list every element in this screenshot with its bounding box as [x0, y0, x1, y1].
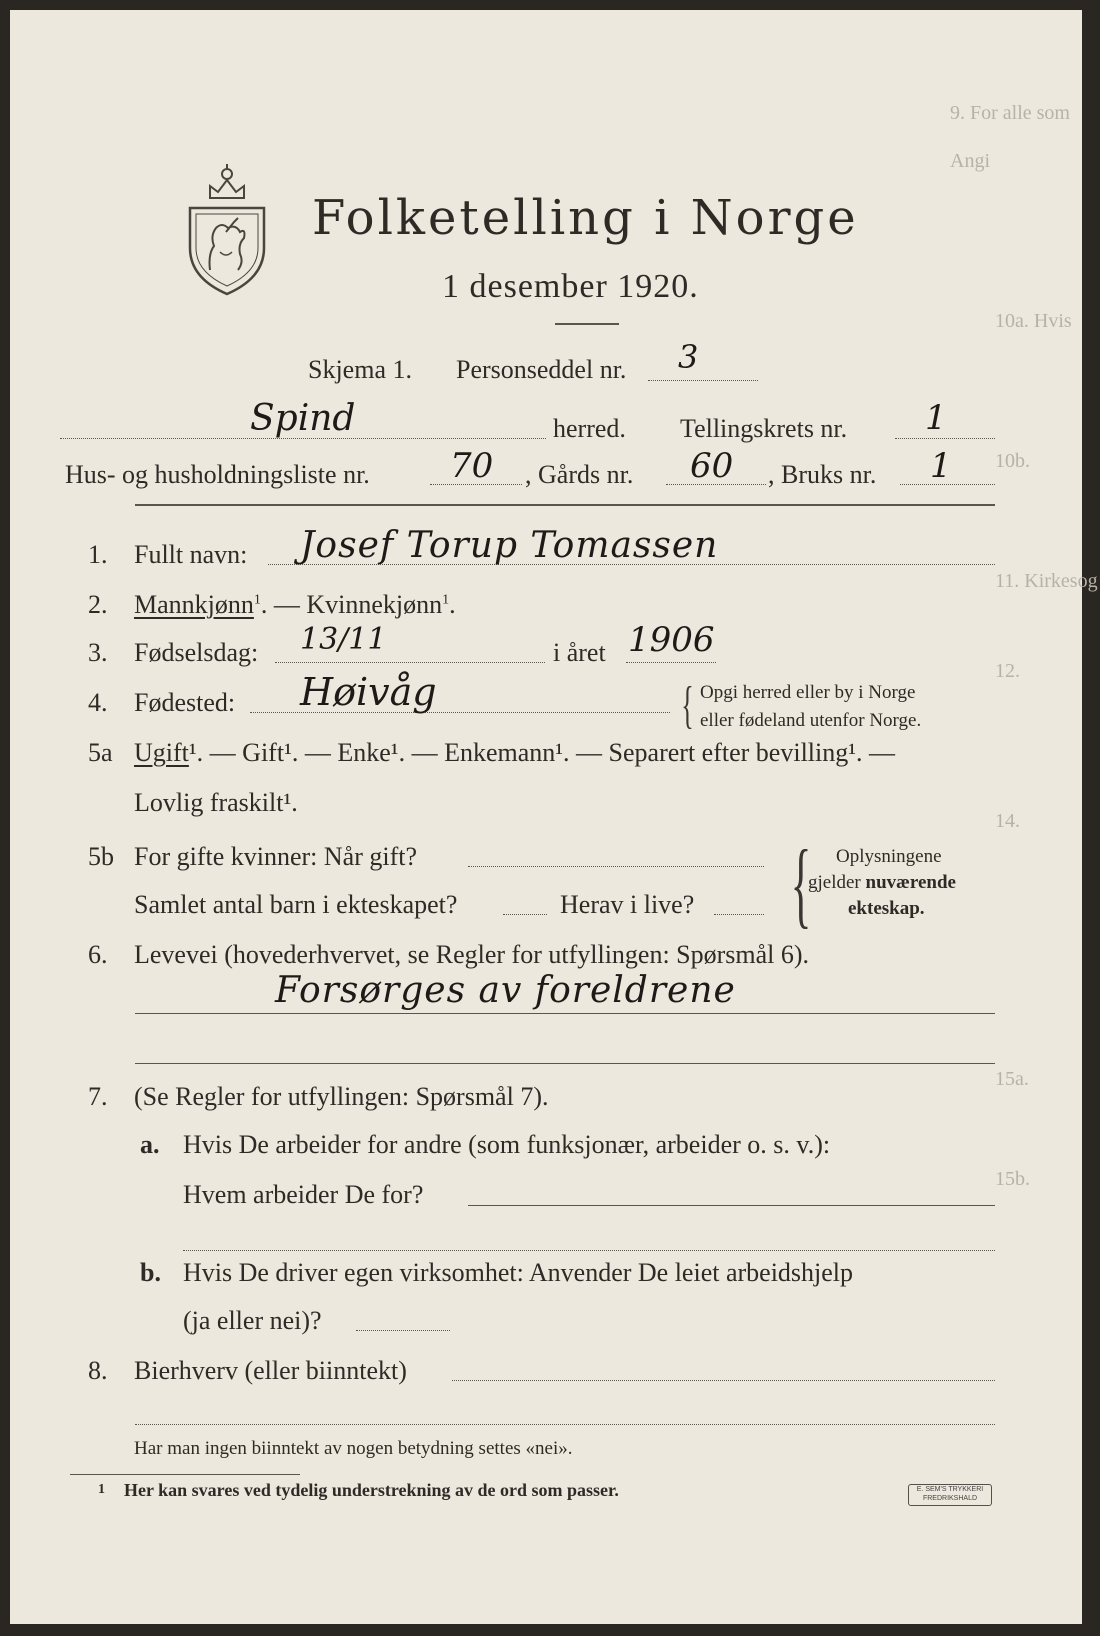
q5b-alive-field — [714, 914, 764, 915]
q7a-field — [468, 1205, 995, 1206]
title-divider — [555, 323, 619, 325]
tellingskrets-label: Tellingskrets nr. — [680, 414, 848, 443]
q2-option-mann: Mannkjønn — [134, 590, 254, 619]
q6-answer-line2 — [135, 1063, 995, 1064]
footnote-divider — [70, 1474, 300, 1475]
q5b-when-field — [468, 866, 764, 867]
q7b-field — [356, 1330, 450, 1331]
bleed-through-text: 15a. — [995, 1068, 1029, 1090]
tellingskrets-value: 1 — [925, 398, 947, 438]
q5b-note-line1: Oplysningene — [836, 846, 942, 867]
footnote-text: Her kan svares ved tydelig understrekning av de ord som passer. — [124, 1480, 619, 1500]
q3-year-field — [626, 662, 716, 663]
q8-field — [452, 1380, 995, 1381]
tellingskrets-field — [895, 438, 995, 439]
q4-birthplace-value: Høivåg — [300, 670, 437, 714]
q5b-line1: For gifte kvinner: Når gift? — [134, 842, 418, 871]
q4-note-line1: Opgi herred eller by i Norge — [700, 682, 916, 703]
q3-year-label: i året — [553, 638, 606, 667]
q5a-line2: Lovlig fraskilt¹. — [134, 788, 298, 817]
census-form-page — [10, 10, 1098, 1624]
q4-label: Fødested: — [134, 688, 236, 717]
q4-brace: { — [681, 677, 694, 734]
schema-label: Skjema 1. — [308, 355, 412, 384]
q7a-extra-field — [183, 1250, 995, 1251]
gards-label: , Gårds nr. — [525, 460, 634, 489]
q3-number: 3. — [88, 638, 108, 667]
q2-end: . — [449, 590, 456, 619]
q7b-line2: (ja eller nei)? — [183, 1306, 322, 1335]
q5b-number: 5b — [88, 842, 114, 871]
q6-occupation-value: Forsørges av foreldrene — [275, 970, 736, 1011]
header-separator — [135, 504, 995, 506]
bruks-value: 1 — [930, 446, 952, 486]
printer-stamp-line2: FREDRIKSHALD — [922, 1495, 978, 1502]
footnote-mark: 1 — [98, 1482, 105, 1497]
q5b-note-line2a: gjelder — [808, 872, 866, 893]
bleed-through-text: 12. — [995, 660, 1020, 682]
printer-stamp — [908, 1484, 992, 1506]
q5a-option-ugift: Ugift — [134, 738, 189, 767]
q5b-note-line2b: nuværende — [865, 872, 956, 893]
bleed-through-text: 10b. — [995, 450, 1030, 472]
herred-value: Spind — [250, 398, 356, 439]
q3-year-value: 1906 — [628, 620, 715, 660]
q5b-line2: Samlet antal barn i ekteskapet? — [134, 890, 458, 919]
gards-value: 60 — [690, 446, 734, 486]
census-date: 1 desember 1920. — [442, 268, 699, 305]
form-title: Folketelling i Norge — [312, 190, 859, 246]
q4-note-line2: eller fødeland utenfor Norge. — [700, 710, 922, 731]
q7b-letter: b. — [140, 1258, 161, 1287]
q5b-herav-label: Herav i live? — [560, 890, 695, 919]
q2-option-kvinne: Kvinnekjønn — [306, 590, 443, 619]
q7a-line2: Hvem arbeider De for? — [183, 1180, 424, 1209]
q3-day-value: 13/11 — [300, 622, 387, 657]
q3-label: Fødselsdag: — [134, 638, 259, 667]
herred-label: herred. — [553, 414, 626, 443]
q7a-letter: a. — [140, 1130, 160, 1159]
q5b-brace: { — [790, 830, 812, 937]
q7-label: (Se Regler for utfyllingen: Spørsmål 7). — [134, 1082, 549, 1111]
q5a-other-options: ¹. — Gift¹. — Enke¹. — Enkemann¹. — Separert efter bevilling¹. — — [188, 738, 896, 767]
personseddel-field — [648, 380, 758, 381]
q1-label: Fullt navn: — [134, 540, 248, 569]
q1-fullname-value: Josef Torup Tomassen — [300, 525, 719, 566]
q5b-note-line3: ekteskap. — [848, 898, 925, 919]
q2-sex-options — [134, 590, 456, 620]
q6-answer-line1 — [135, 1013, 995, 1014]
bleed-through-text: 10a. Hvis — [995, 310, 1072, 332]
husholdning-label: Hus- og husholdningsliste nr. — [65, 460, 370, 489]
q8-label: Bierhverv (eller biinntekt) — [134, 1356, 407, 1385]
printer-stamp-line1: E. SEM'S TRYKKERI — [916, 1486, 984, 1493]
footnote-mark: 1 — [253, 592, 261, 608]
q5b-note-line2 — [808, 872, 956, 894]
q1-number: 1. — [88, 540, 108, 569]
biinntekt-note: Har man ingen biinntekt av nogen betydning settes «nei». — [134, 1438, 573, 1459]
q6-label: Levevei (hovederhvervet, se Regler for utfyllingen: Spørsmål 6). — [134, 940, 810, 969]
husholdning-value: 70 — [450, 446, 494, 486]
q2-separator: . — — [260, 590, 307, 619]
bleed-through-text: Angi — [950, 150, 990, 172]
coat-of-arms-icon — [180, 158, 275, 298]
bleed-through-text: 14. — [995, 810, 1020, 832]
q7a-line1: Hvis De arbeider for andre (som funksjonær, arbeider o. s. v.): — [183, 1130, 831, 1159]
bleed-through-text: 11. Kirkesog — [995, 570, 1098, 592]
footnote-mark: 1 — [442, 592, 450, 608]
q8-number: 8. — [88, 1356, 108, 1385]
bleed-through-text: 9. For alle som — [950, 102, 1070, 124]
q4-number: 4. — [88, 688, 108, 717]
bruks-label: , Bruks nr. — [768, 460, 877, 489]
personseddel-label: Personseddel nr. — [456, 355, 627, 384]
q7-number: 7. — [88, 1082, 108, 1111]
q6-number: 6. — [88, 940, 108, 969]
q2-number: 2. — [88, 590, 108, 619]
q8-extra-field — [135, 1424, 995, 1425]
q3-day-field — [275, 662, 545, 663]
q5a-options — [134, 738, 895, 768]
q5a-number: 5a — [88, 738, 113, 767]
q5b-children-field — [503, 914, 547, 915]
personseddel-value: 3 — [678, 338, 699, 376]
q7b-line1: Hvis De driver egen virksomhet: Anvender De leiet arbeidshjelp — [183, 1258, 854, 1287]
bleed-through-text: 15b. — [995, 1168, 1030, 1190]
